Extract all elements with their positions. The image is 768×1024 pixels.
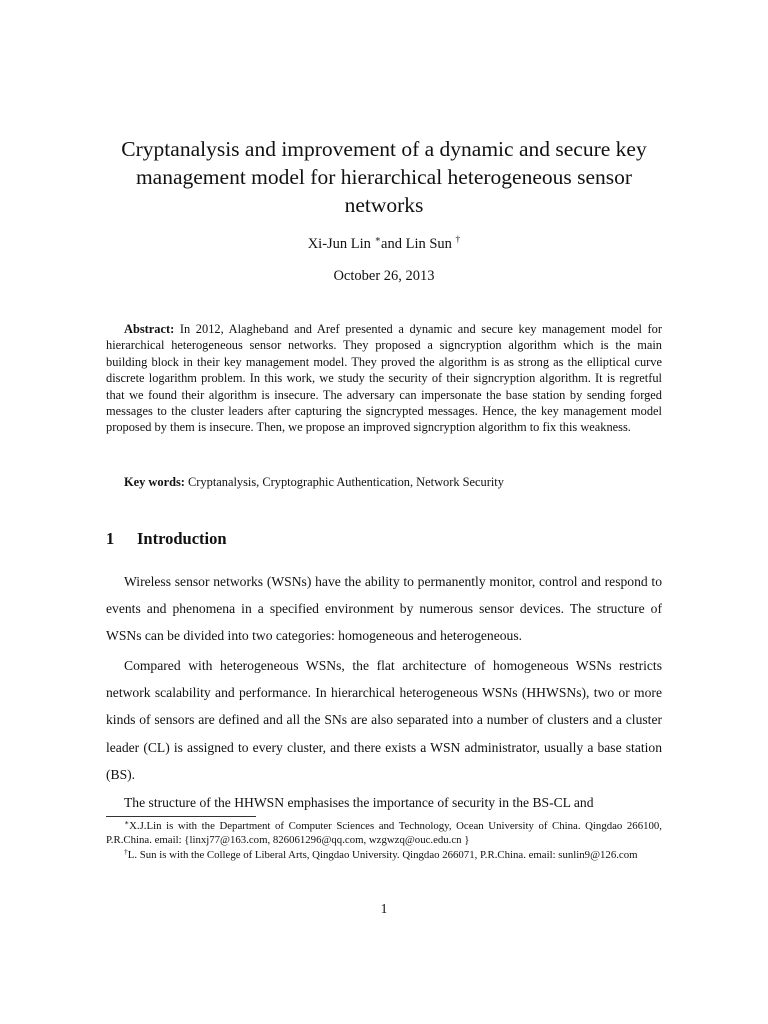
abstract (106, 321, 662, 436)
paragraph: Compared with heterogeneous WSNs, the flat architecture of homogeneous WSNs restricts network scalability and performance. In hierarchical heterogeneous WSNs (HHWSNs), two or more kinds of sensors are defined and all the SNs are also separated into a number of clusters and a cluster leader (CL) is assigned to every cluster, and there exists a WSN administrator, usually a base station (BS). (106, 658, 662, 782)
author-2-name: and Lin Sun (381, 236, 452, 252)
footnote-text: L. Sun is with the College of Liberal Arts, Qingdao University. Qingdao 266071, P.R.China. email: sunlin9@126.com (127, 849, 638, 861)
author-1-footnote-mark: ∗ (374, 235, 382, 245)
footnote-mark: † (124, 847, 128, 856)
footnote-rule (106, 816, 256, 817)
keywords (106, 474, 662, 490)
footnote (106, 848, 662, 862)
footnote-mark: ∗ (124, 818, 130, 827)
author-line (0, 234, 768, 254)
paragraph: Wireless sensor networks (WSNs) have the ability to permanently monitor, control and respond to events and phenomena in a specified environment by numerous sensor devices. The structure of WSNs can be divided into two categories: homogeneous and heterogeneous. (106, 574, 662, 644)
footnote-text: X.J.Lin is with the Department of Computer Sciences and Technology, Ocean University of China. Qingdao 266100, P.R.China. email: {linxj77@163.com, 826061296@qq.com, wzgwzq@ouc.edu.cn } (106, 820, 662, 847)
paper-date: October 26, 2013 (333, 268, 435, 284)
section-title: Introduction (137, 529, 227, 548)
abstract-label: Abstract: (124, 322, 175, 336)
footnote (106, 819, 662, 848)
section-heading (106, 528, 227, 550)
abstract-text: In 2012, Alagheband and Aref presented a dynamic and secure key management model for hierarchical heterogeneous sensor networks. They proposed a signcryption algorithm which is the main building block in their key management model. They proved the algorithm is as strong as the elliptical curve discrete logarithm problem. In this work, we study the security of their signcryption algorithm. It is regretful that we found their algorithm is insecure. The adversary can impersonate the base station by sending forged messages to the cluster leaders after capturing the signcrypted messages. Hence, the key management model proposed by them is insecure. Then, we propose an improved signcryption algorithm to fix this weakness. (106, 322, 662, 435)
author-2-footnote-mark: † (455, 235, 461, 245)
paragraph: The structure of the HHWSN emphasises the importance of security in the BS-CL and (124, 795, 594, 810)
author-1-name: Xi-Jun Lin (307, 236, 371, 252)
page-number: 1 (380, 901, 388, 916)
paper-title: Cryptanalysis and improvement of a dynamic and secure key management model for hierarchical heterogeneous sensor networks (121, 137, 647, 217)
section-number: 1 (106, 529, 115, 548)
keywords-text: Cryptanalysis, Cryptographic Authentication, Network Security (188, 475, 504, 489)
keywords-label: Key words: (124, 475, 185, 489)
